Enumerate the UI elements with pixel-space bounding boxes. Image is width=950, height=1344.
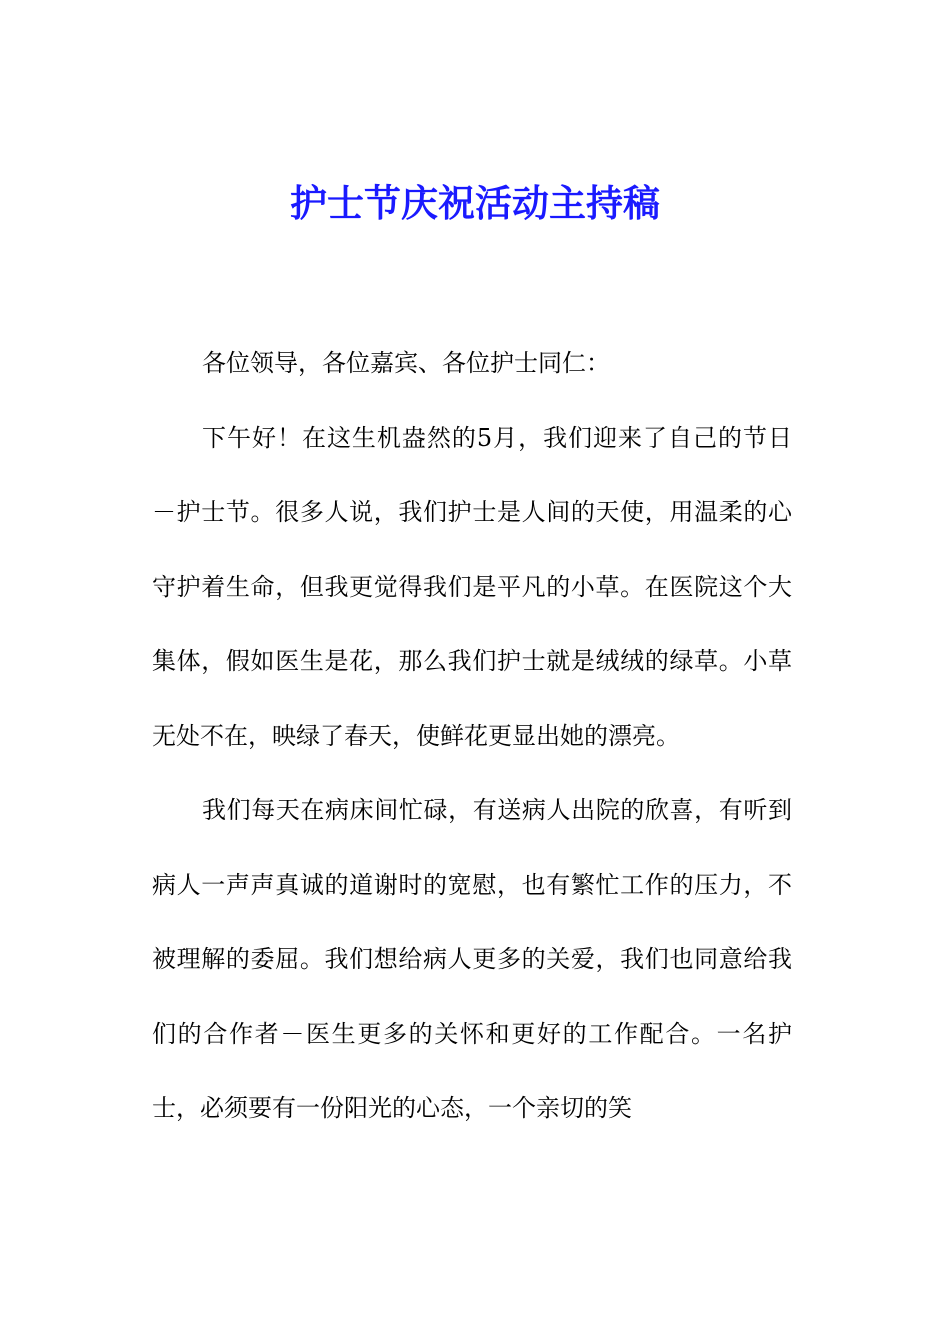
paragraph-greeting: 各位领导，各位嘉宾、各位护士同仁： — [202, 349, 610, 377]
document-body — [152, 326, 792, 1146]
document-title: 护士节庆祝活动主持稿 — [290, 182, 660, 225]
paragraph-opening: 下午好！在这生机盎然的5月，我们迎来了自己的节日－护士节。很多人说，我们护士是人间的天使，用温柔的心守护着生命，但我更觉得我们是平凡的小草。在医院这个大集体，假如医生是花，那么我们护士就是绒绒的绿草。小草无处不在，映绿了春天，使鲜花更显出她的漂亮。 — [152, 423, 792, 750]
paragraph-daily-work: 我们每天在病床间忙碌，有送病人出院的欣喜，有听到病人一声声真诚的道谢时的宽慰，也有繁忙工作的压力，不被理解的委屈。我们想给病人更多的关爱，我们也同意给我们的合作者－医生更多的关怀和更好的工作配合。一名护士，必须要有一份阳光的心态，一个亲切的笑 — [152, 796, 792, 1122]
